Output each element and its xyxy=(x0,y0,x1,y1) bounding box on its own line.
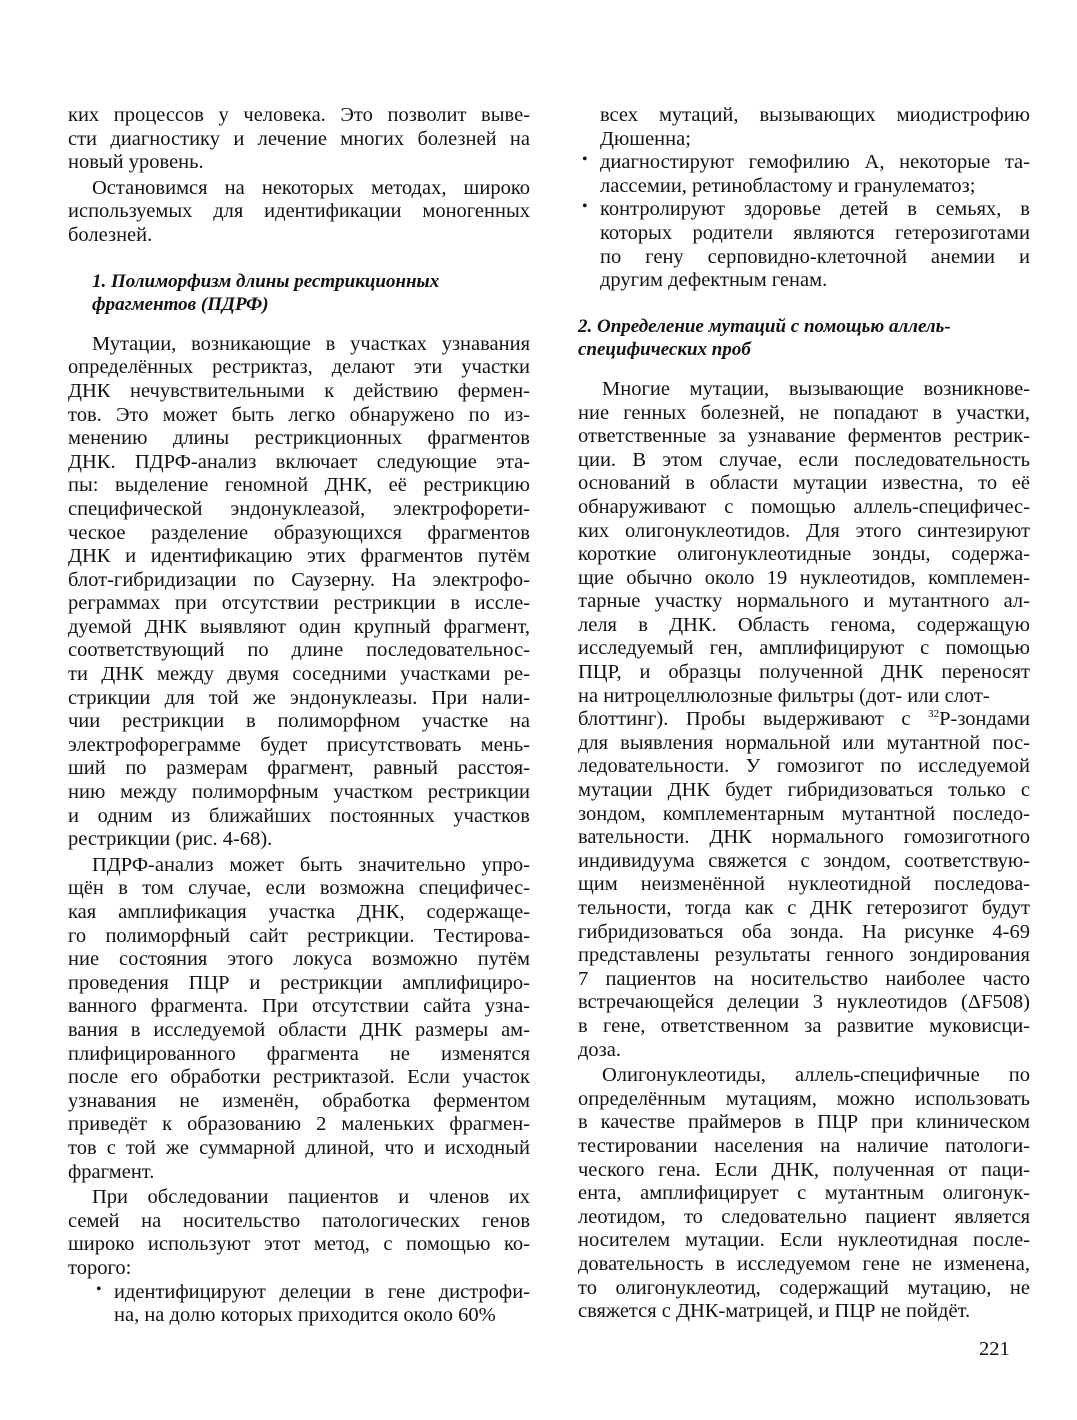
text-line: ние состояния этого локуса возможно путём xyxy=(68,948,530,971)
text-line: чии рестрикции в полиморфном участке на xyxy=(68,710,530,733)
text-line: нию между полиморфным участком рестрикции xyxy=(68,781,530,804)
text-line: ких процессов у человека. Это позволит выве- xyxy=(68,104,530,126)
text-line: диагностируют гемофилию А, некоторые та- xyxy=(600,151,1030,174)
left-column xyxy=(68,104,530,1328)
section-heading-allele-specific xyxy=(578,315,1030,362)
text-line: другим дефектным генам. xyxy=(600,269,828,292)
bullet-icon: • xyxy=(96,1280,102,1298)
text-line: в гене, ответственном за развитие муковисци- xyxy=(578,1014,1030,1037)
text-line: ПДРФ-анализ может быть значительно упро- xyxy=(92,853,530,876)
text-line: доза. xyxy=(578,1038,622,1061)
text-line: тельности, тогда как с ДНК гетерозигот будут xyxy=(578,897,1030,919)
text-line: соответствующий по длине последовательнос- xyxy=(68,639,530,662)
text-line: лассемии, ретинобластому и гранулематоз; xyxy=(600,174,976,197)
paragraph-allele-specific-probes xyxy=(578,378,1030,1062)
text-line: вания в исследуемой области ДНК размеры ам- xyxy=(68,1018,530,1041)
text-line: го полиморфный сайт рестрикции. Тестирова- xyxy=(68,924,530,947)
text-line: и одним из ближайших постоянных участков xyxy=(68,804,530,827)
text-line: леотидом, то следовательно пациент является xyxy=(578,1205,1030,1228)
text-line: рестрикции (рис. 4-68). xyxy=(68,828,273,851)
page-number: 221 xyxy=(979,1338,1010,1360)
text-line: обнаруживают с помощью аллель-специфичес- xyxy=(578,495,1030,518)
text-line: на нитроцеллюлозные фильтры (дот- или слот- xyxy=(578,684,990,707)
text-line: ческое разделение образующихся фрагментов xyxy=(68,521,530,544)
text-line: болезней. xyxy=(68,223,153,246)
text-line: которых родители являются гетерозиготами xyxy=(600,221,1030,244)
paragraph-methods xyxy=(68,177,530,248)
text-line: сти диагностику и лечение многих болезней на xyxy=(68,127,530,150)
text-line: зондом, комплементарным мутантной последо- xyxy=(578,802,1030,825)
heading-line: 1. Полиморфизм длины рестрикционных xyxy=(92,270,440,292)
text-line: ческого гена. Если ДНК, полученная от паци- xyxy=(578,1158,1030,1181)
text-line: используемых для идентификации моногенных xyxy=(68,200,530,223)
text-line: ледовательности. У гомозигот по исследуемой xyxy=(578,755,1030,778)
text-line: короткие олигонуклеотидные зонды, содержа- xyxy=(578,543,1030,566)
text-line: узнавания не изменён, обработка ферментом xyxy=(68,1089,530,1112)
radioactive-probe-line: блоттинг). Пробы выдерживают с $^{32}$Р-зондами xyxy=(578,708,1030,731)
text-line: широко используют этот метод, с помощью ко- xyxy=(68,1233,530,1256)
text-line: проведения ПЦР и рестрикции амплифициро- xyxy=(68,971,530,994)
text-line: дуемой ДНК выявляют один крупный фрагмент, xyxy=(68,615,530,638)
text-line: Многие мутации, вызывающие возникнове- xyxy=(602,377,1030,400)
text-line: ДНК нечувствительными к действию фермен- xyxy=(68,379,530,402)
text-line: тарные участку нормального и мутантного ал- xyxy=(578,590,1030,613)
text-line: в качестве праймеров в ПЦР при клиническом xyxy=(578,1111,1030,1134)
text-line: ДНК. ПДРФ-анализ включает следующие эта- xyxy=(68,450,530,473)
text-line: щён в том случае, если возможна специфичес- xyxy=(68,877,530,900)
text-line: контролируют здоровье детей в семьях, в xyxy=(600,198,1030,221)
text-line: ние генных болезней, не попадают в участки, xyxy=(578,401,1030,424)
text-line: вательности. ДНК нормального гомозиготного xyxy=(578,826,1030,849)
text-line: для выявления нормальной или мутантной пос- xyxy=(578,731,1030,754)
text-line: ПЦР, и образцы полученной ДНК переносят xyxy=(578,661,1030,684)
text-line: менению длины рестрикционных фрагментов xyxy=(68,427,530,450)
text-line: на, на долю которых приходится около 60% xyxy=(114,1304,496,1327)
paragraph-rflp-pcr xyxy=(68,854,530,1184)
text-line: свяжется с ДНК-матрицей, и ПЦР не пойдёт. xyxy=(578,1300,971,1323)
text-line: кая амплификация участка ДНК, содержаще- xyxy=(68,901,530,923)
text-line: ких олигонуклеотидов. Для этого синтезируют xyxy=(578,519,1030,542)
heading-line: фрагментов (ПДРФ) xyxy=(92,294,269,316)
text-line: встречающейся делеции 3 нуклеотидов (ΔF508) xyxy=(578,991,1030,1014)
text-line: щие обычно около 19 нуклеотидов, комплемен- xyxy=(578,566,1030,589)
text-line: довательность в исследуемом гене не изменена, xyxy=(578,1252,1030,1275)
text-line: представлены результаты генного зондирования xyxy=(578,944,1030,967)
text-line: ванного фрагмента. При отсутствии сайта узна- xyxy=(68,995,530,1018)
text-line: идентифицируют делеции в гене дистрофи- xyxy=(114,1280,530,1303)
text-line: плифицированного фрагмента не изменятся xyxy=(68,1042,530,1065)
text-line: ции. В этом случае, если последовательность xyxy=(578,448,1030,471)
text-line: носителем мутации. Если нуклеотидная после- xyxy=(578,1229,1030,1252)
heading-line: специфических проб xyxy=(578,339,751,361)
bullet-item-sickle-cell xyxy=(578,198,1030,292)
text-line: Остановимся на некоторых методах, широко xyxy=(92,176,530,199)
text-line: оснований в области мутации известна, то её xyxy=(578,472,1030,495)
text-line: после его обработки рестриктазой. Если участок xyxy=(68,1066,530,1089)
text-line: ответственные за узнавание ферментов рестрик- xyxy=(578,425,1030,448)
text-line: пы: выделение геномной ДНК, её рестрикцию xyxy=(68,474,530,497)
text-line: стрикции для той же эндонуклеазы. При нали- xyxy=(68,686,530,709)
text-line: семей на носительство патологических генов xyxy=(68,1209,530,1232)
text-line: блот-гибридизации по Саузерну. На электрофо- xyxy=(68,568,530,591)
paragraph-rflp-mutations xyxy=(68,333,530,852)
text-line: то олигонуклеотид, содержащий мутацию, не xyxy=(578,1276,1030,1299)
text-line: определённым мутациям, можно использовать xyxy=(578,1087,1030,1110)
paragraph-intro xyxy=(68,104,530,175)
text-line: индивидуума свяжется с зондом, соответствую- xyxy=(578,849,1030,872)
bullet-icon: • xyxy=(582,198,588,216)
text-line: электрофореграмме будет присутствовать мень- xyxy=(68,733,530,756)
section-heading-rflp xyxy=(68,270,530,317)
text-line: Олигонуклеотиды, аллель-специфичные по xyxy=(602,1064,1030,1087)
text-line: фрагмент. xyxy=(68,1160,155,1183)
text-line: тов с той же суммарной длиной, что и исходный xyxy=(68,1136,530,1159)
text-line: по гену серповидно-клеточной анемии и xyxy=(600,245,1030,268)
text-line: торого: xyxy=(68,1256,132,1279)
text-line: новый уровень. xyxy=(68,151,204,174)
text-line: всех мутаций, вызывающих миодистрофию xyxy=(600,104,1030,126)
right-column xyxy=(578,104,1030,1324)
bullet-item-dystrophin xyxy=(68,1281,530,1328)
text-line: мутации ДНК будет гибридизоваться только с xyxy=(578,779,1030,802)
paragraph-oligonucleotide-primers xyxy=(578,1064,1030,1324)
bullet-item-hemophilia xyxy=(578,151,1030,198)
text-line: определённых рестриктаз, делают эти участки xyxy=(68,356,530,379)
text-line: тестировании населения на наличие патологи- xyxy=(578,1134,1030,1157)
isotope-superscript: 32 xyxy=(928,708,940,721)
text-line: ента, амплифицирует с мутантным олигонук- xyxy=(578,1182,1030,1205)
text-line: При обследовании пациентов и членов их xyxy=(92,1186,530,1209)
text-line: ший по размерам фрагмент, равный расстоя- xyxy=(68,757,530,780)
bullet-icon: • xyxy=(582,151,588,169)
text-line: ти ДНК между двумя соседними участками ре- xyxy=(68,663,530,686)
text-line: тов. Это может быть легко обнаружено по из- xyxy=(68,403,530,426)
bullet-item-dystrophin-continued xyxy=(578,104,1030,151)
text-line: Мутации, возникающие в участках узнавания xyxy=(92,332,530,355)
text-line: специфической эндонуклеазой, электрофорети- xyxy=(68,497,530,520)
text-line: исследуемый ген, амплифицируют с помощью xyxy=(578,637,1030,660)
text-line: приведёт к образованию 2 маленьких фрагмен- xyxy=(68,1113,530,1136)
text-line: Дюшенна; xyxy=(600,127,691,150)
text-line: леля в ДНК. Область генома, содержащую xyxy=(578,613,1030,636)
text-line: гибридизоваться оба зонда. На рисунке 4-69 xyxy=(578,920,1030,943)
text-line: ДНК и идентификацию этих фрагментов путём xyxy=(68,545,530,568)
text-line: реграммах при отсутствии рестрикции в иссле- xyxy=(68,592,530,615)
heading-line: 2. Определение мутаций с помощью аллель- xyxy=(578,315,951,337)
text-line: 7 пациентов на носительство наиболее часто xyxy=(578,967,1030,990)
text-line: щим неизменённой нуклеотидной последова- xyxy=(578,873,1030,896)
paragraph-screening xyxy=(68,1186,530,1280)
